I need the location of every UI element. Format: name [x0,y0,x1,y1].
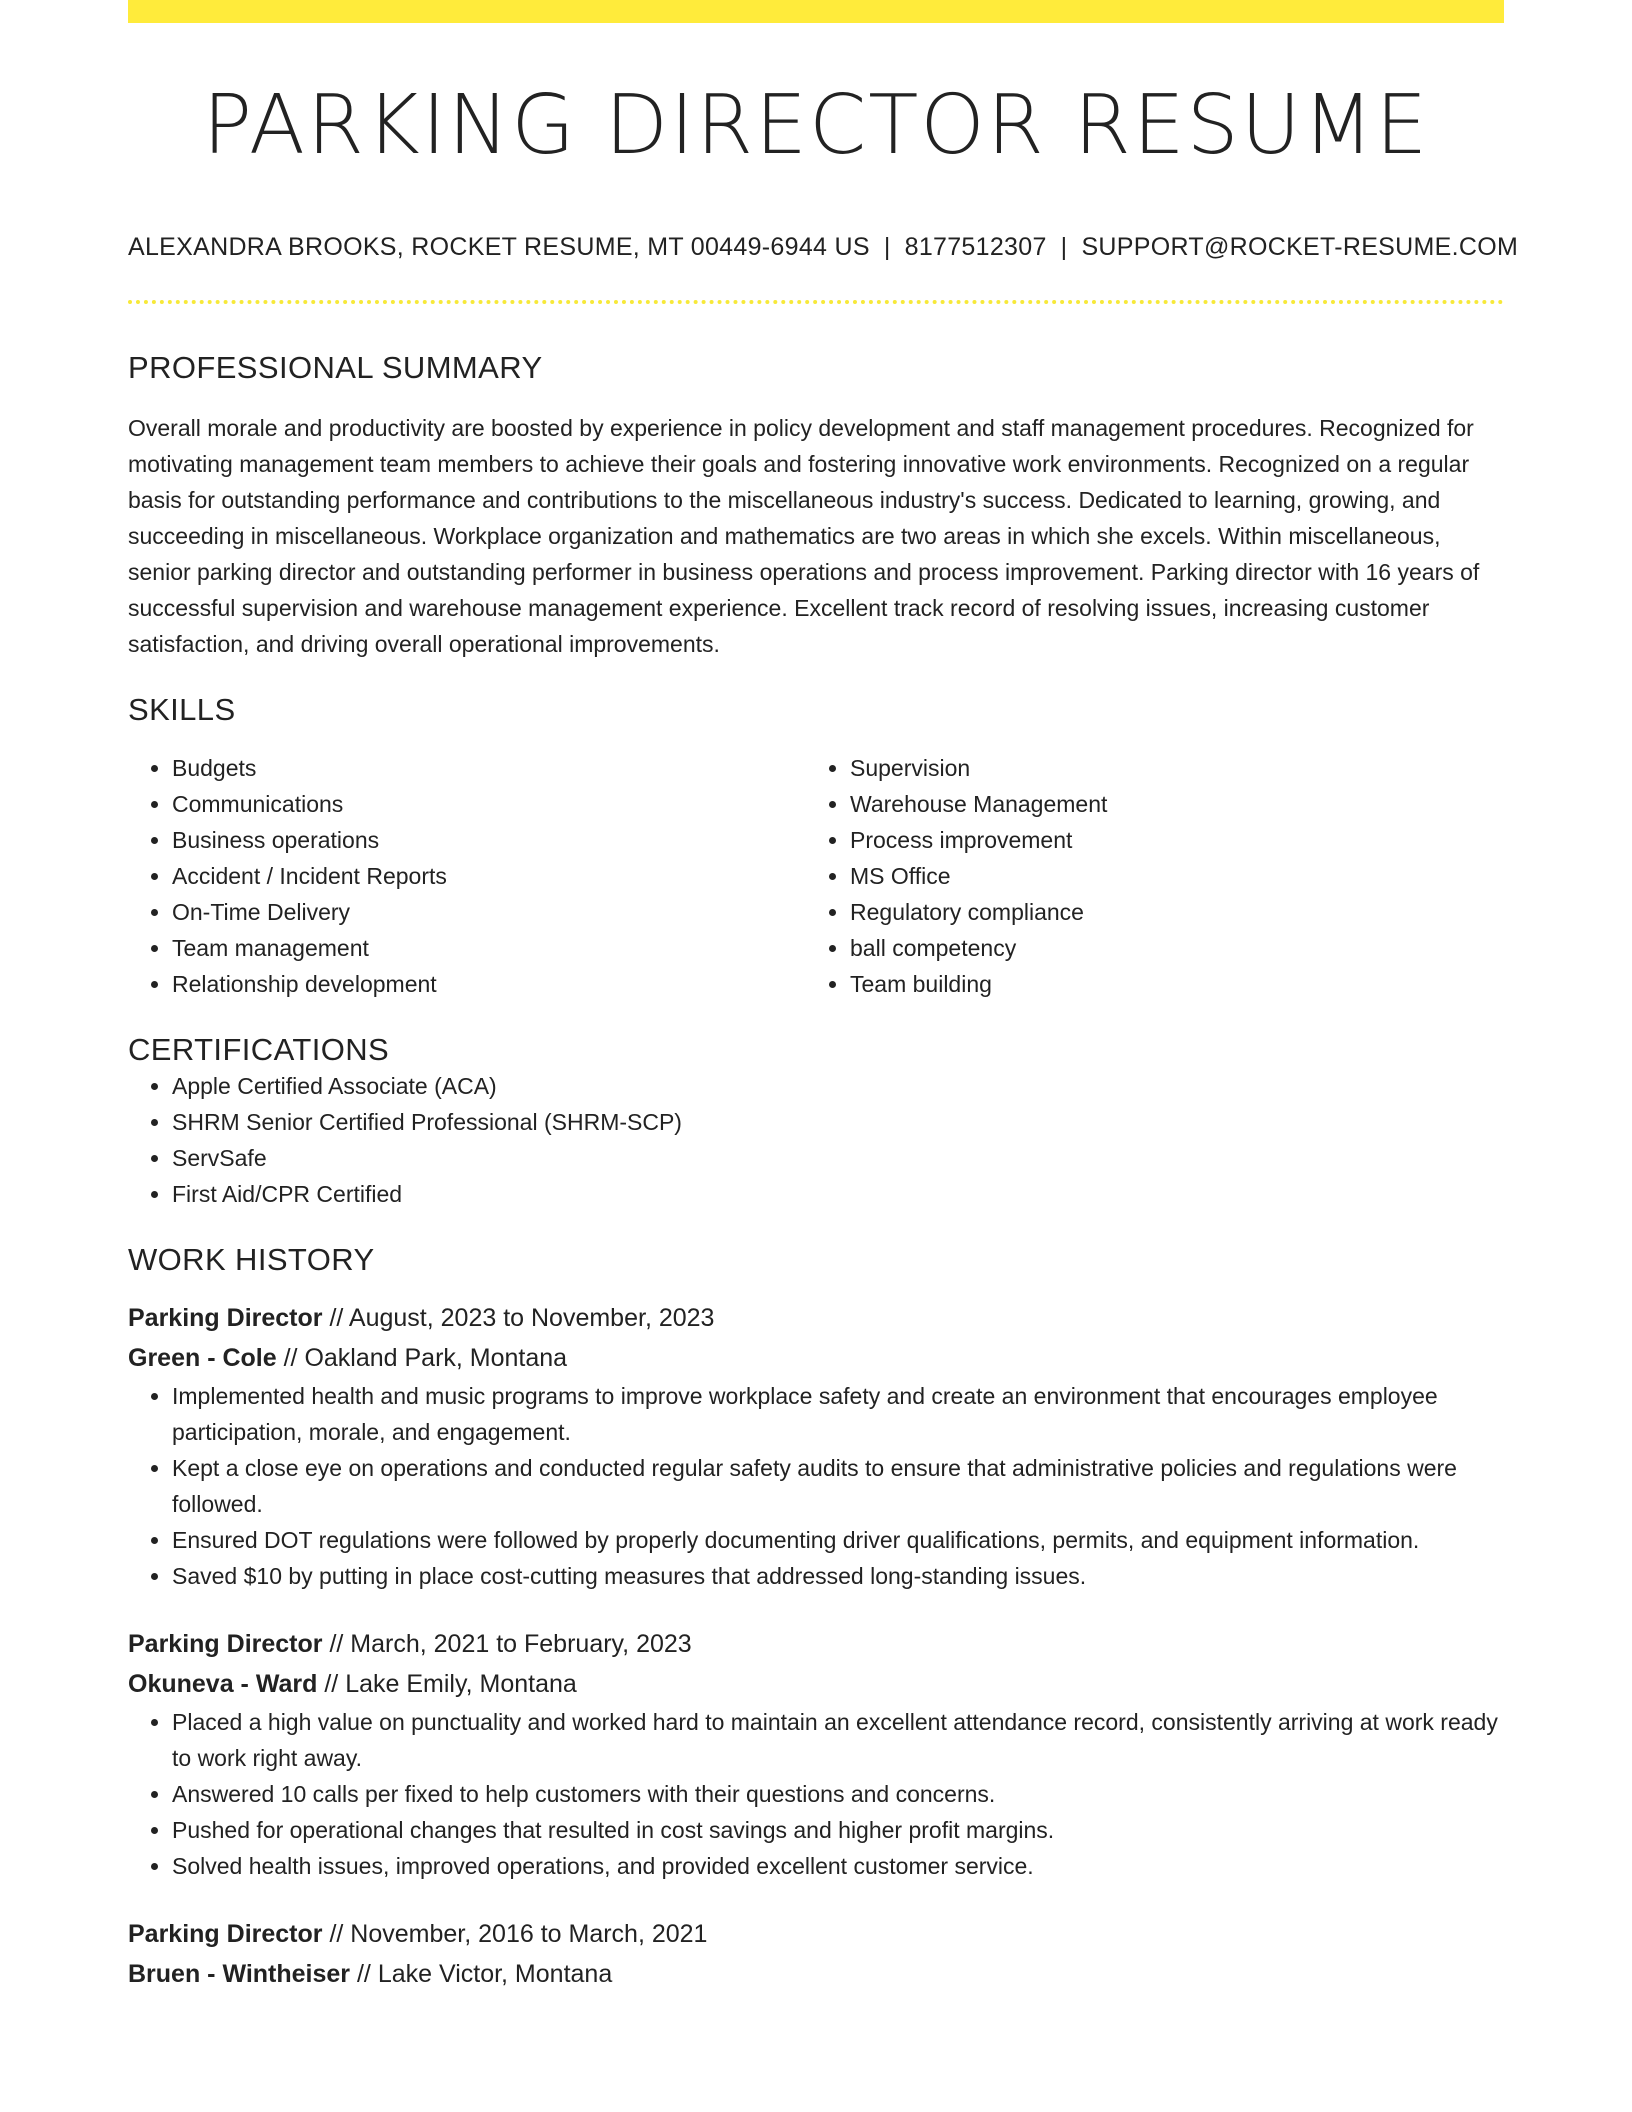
accent-top-bar [128,0,1504,23]
contact-phone: 8177512307 [904,233,1047,262]
contact-separator: | [1060,233,1068,262]
list-item: • Relationship development [172,966,806,1002]
certifications-list [128,1068,1504,1212]
job-duty-item: • Saved $10 by putting in place cost-cutting measures that addressed long-standing issues. [172,1558,1504,1594]
job-title: Parking Director [128,1630,323,1659]
list-item: • Apple Certified Associate (ACA) [172,1068,1504,1104]
skills-list-right [806,750,1484,1002]
skills-grid [128,750,1504,1002]
list-item: • Accident / Incident Reports [172,858,806,894]
job-company-line [128,1338,1504,1378]
list-item: • Team management [172,930,806,966]
job-location: // Lake Emily, Montana [317,1670,577,1699]
job-dates: // August, 2023 to November, 2023 [322,1304,715,1333]
list-item: • Supervision [850,750,1484,786]
list-item: • Budgets [172,750,806,786]
list-item: • Team building [850,966,1484,1002]
job-duty-item: • Ensured DOT regulations were followed by properly documenting driver qualifications, permits, and equipment information. [172,1522,1504,1558]
job-duty-item: • Pushed for operational changes that resulted in cost savings and higher profit margins. [172,1812,1504,1848]
contact-line [128,233,1519,262]
job-dates: // November, 2016 to March, 2021 [322,1920,708,1949]
job-dates: // March, 2021 to February, 2023 [322,1630,692,1659]
job-entry [128,1298,1504,1594]
contact-address: ALEXANDRA BROOKS, ROCKET RESUME, MT 00449-6944 US [128,233,870,262]
contact-separator: | [883,233,891,262]
job-location: // Lake Victor, Montana [350,1960,613,1989]
list-item: • Process improvement [850,822,1484,858]
job-entry [128,1914,1504,1994]
list-item: • MS Office [850,858,1484,894]
job-duty-item: • Placed a high value on punctuality and worked hard to maintain an excellent attendance record, consistently arriving at work ready to work right away. [172,1704,1504,1776]
job-duty-item: • Implemented health and music programs to improve workplace safety and create an environment that encourages employee participation, morale, and engagement. [172,1378,1504,1450]
resume-page [128,0,1519,2024]
certifications-heading: CERTIFICATIONS [128,1032,390,1068]
job-company: Bruen - Wintheiser [128,1960,351,1989]
job-company: Green - Cole [128,1344,277,1373]
job-company-line [128,1954,1504,1994]
job-company: Okuneva - Ward [128,1670,318,1699]
contact-email: SUPPORT@ROCKET-RESUME.COM [1081,233,1519,262]
skills-column-right [806,750,1484,1002]
summary-heading: PROFESSIONAL SUMMARY [128,350,543,386]
job-company-line [128,1664,1504,1704]
job-title-line [128,1914,1504,1954]
job-duty-item: • Answered 10 calls per fixed to help customers with their questions and concerns. [172,1776,1504,1812]
job-title: Parking Director [128,1304,323,1333]
list-item: • ServSafe [172,1140,1504,1176]
work-history-list [128,1298,1504,1994]
work-history-heading: WORK HISTORY [128,1242,375,1278]
job-title: Parking Director [128,1920,323,1949]
job-duties-list [128,1704,1504,1884]
job-duties-list [128,1378,1504,1594]
job-title-line [128,1624,1504,1664]
job-duty-item: • Solved health issues, improved operations, and provided excellent customer service. [172,1848,1504,1884]
job-duty-item: • Kept a close eye on operations and conducted regular safety audits to ensure that administrative policies and regulations were followed. [172,1450,1504,1522]
list-item: • Warehouse Management [850,786,1484,822]
skills-list-left [128,750,806,1002]
job-location: // Oakland Park, Montana [276,1344,568,1373]
list-item: • Regulatory compliance [850,894,1484,930]
summary-text: Overall morale and productivity are boosted by experience in policy development and staff management procedures. Recognized for motivating management team members to achieve their goals and fostering innovative work environments. Recognized on a regular basis for outstanding performance and contributions to the miscellaneous industry's success. Dedicated to learning, growing, and succeeding in miscellaneous. Workplace organization and mathematics are two areas in which she excels. Within miscellaneous, senior parking director and outstanding performer in business operations and process improvement. Parking director with 16 years of successful supervision and warehouse management experience. Excellent track record of resolving issues, increasing customer satisfaction, and driving overall operational improvements. [128,415,1480,658]
list-item: • ball competency [850,930,1484,966]
job-title-line [128,1298,1504,1338]
skills-heading: SKILLS [128,692,236,728]
list-item: • Business operations [172,822,806,858]
list-item: • Communications [172,786,806,822]
resume-title: PARKING DIRECTOR RESUME [202,78,1430,173]
list-item: • SHRM Senior Certified Professional (SHRM-SCP) [172,1104,1504,1140]
skills-column-left [128,750,806,1002]
job-entry [128,1624,1504,1884]
dotted-divider [128,300,1504,304]
list-item: • First Aid/CPR Certified [172,1176,1504,1212]
list-item: • On-Time Delivery [172,894,806,930]
